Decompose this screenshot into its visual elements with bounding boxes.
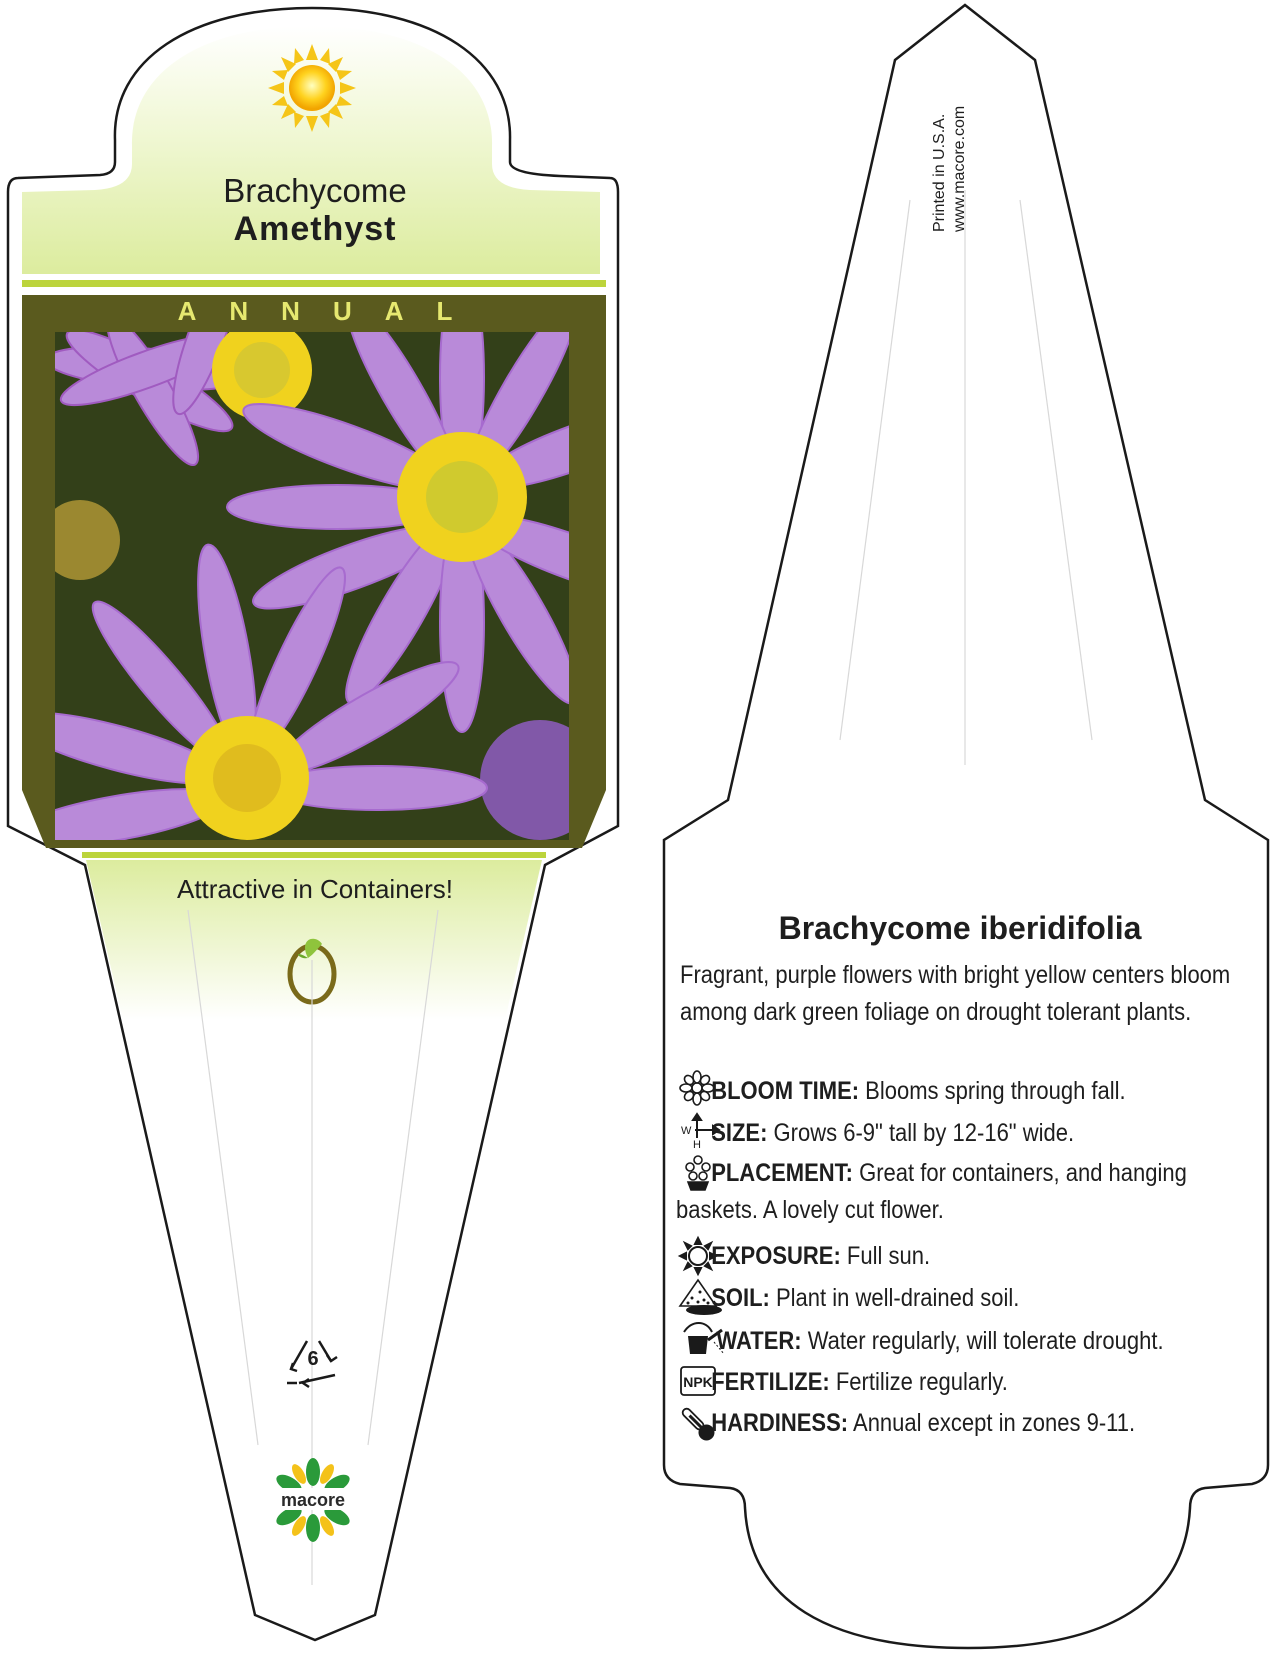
footer-divider-stripe <box>82 852 546 858</box>
brand-name: macore <box>280 1490 346 1510</box>
plant-cultivar-name: Amethyst <box>233 210 397 248</box>
attribute-size <box>676 1115 1239 1152</box>
attribute-text: Blooms spring through fall. <box>865 1077 1126 1105</box>
attribute-soil <box>676 1280 1239 1317</box>
plant-category: ANNUAL <box>177 296 486 326</box>
attribute-label: SIZE: <box>711 1119 768 1147</box>
attribute-label: BLOOM TIME: <box>711 1077 860 1105</box>
tagline: Attractive in Containers! <box>176 874 453 904</box>
recycle-code: 6 <box>307 1348 319 1370</box>
back-tag-outline <box>664 5 1268 1648</box>
header-divider-stripe <box>22 280 606 287</box>
website-text: www.macore.com <box>951 105 968 232</box>
attribute-text: Fertilize regularly. <box>835 1368 1008 1396</box>
print-info <box>930 52 976 232</box>
attribute-bloom-time <box>676 1073 1239 1110</box>
sun-icon <box>268 44 356 132</box>
svg-text:H: H <box>693 1139 701 1151</box>
attribute-label: WATER: <box>716 1327 802 1355</box>
printed-in-text: Printed in U.S.A. <box>931 113 948 232</box>
attribute-text: Annual except in zones 9-11. <box>853 1409 1136 1437</box>
attribute-hardiness <box>676 1405 1239 1442</box>
botanical-name: Brachycome iberidifolia <box>778 910 1142 946</box>
attribute-text: Grows 6-9" tall by 12-16" wide. <box>773 1119 1075 1147</box>
attribute-text: Full sun. <box>846 1242 931 1270</box>
attribute-text: Water regularly, will tolerate drought. <box>807 1327 1164 1355</box>
plant-description: Fragrant, purple flowers with bright yellow centers bloom among dark green foliage on drought tolerant plants. <box>680 961 1231 1026</box>
attribute-exposure <box>676 1238 1239 1275</box>
attribute-fertilize <box>676 1364 1239 1401</box>
plant-common-name: Brachycome <box>223 172 407 209</box>
attribute-placement <box>676 1155 1213 1229</box>
attribute-label: PLACEMENT: <box>711 1159 853 1187</box>
svg-text:NPK: NPK <box>683 1374 713 1390</box>
svg-text:W: W <box>681 1125 692 1137</box>
attribute-text: Great for containers, and hanging baskets. A lovely cut flower. <box>676 1159 1187 1224</box>
attribute-text: Plant in well-drained soil. <box>775 1284 1020 1312</box>
attribute-label: FERTILIZE: <box>711 1368 830 1396</box>
attribute-label: SOIL: <box>711 1284 770 1312</box>
attribute-label: EXPOSURE: <box>711 1242 841 1270</box>
attribute-water <box>676 1323 1239 1360</box>
attribute-label: HARDINESS: <box>711 1409 849 1437</box>
